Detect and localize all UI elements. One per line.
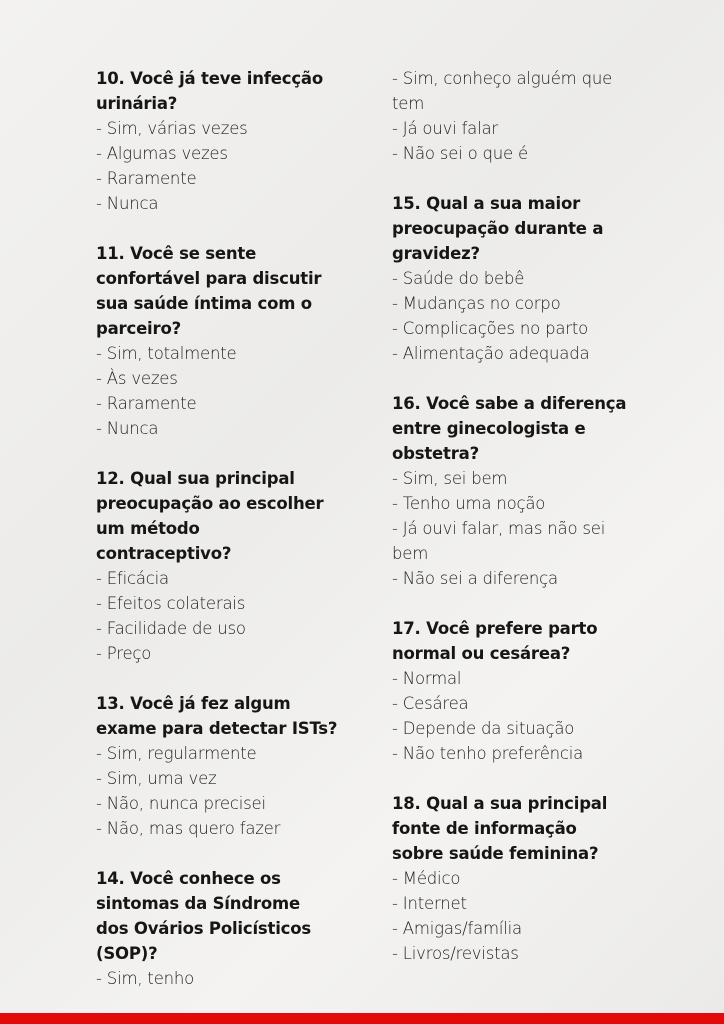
question-block	[96, 241, 376, 441]
answer-option: - Depende da situação	[392, 719, 575, 738]
answer-option: - Nunca	[96, 194, 159, 213]
question-block	[96, 66, 376, 216]
question-block	[392, 66, 672, 166]
answer-option: - Sim, totalmente	[96, 344, 237, 363]
answer-option: - Normal	[392, 669, 462, 688]
answer-option: - Não, mas quero fazer	[96, 819, 281, 838]
question-block	[392, 616, 672, 766]
question-title: parceiro?	[96, 319, 181, 338]
answer-option: - Sim, regularmente	[96, 744, 257, 763]
spacer	[392, 166, 672, 191]
spacer	[96, 666, 376, 691]
question-title: 17. Você prefere parto	[392, 619, 598, 638]
answer-option: - Algumas vezes	[96, 144, 228, 163]
answer-option: - Já ouvi falar	[392, 119, 498, 138]
spacer	[392, 591, 672, 616]
question-title: (SOP)?	[96, 944, 158, 963]
question-title: obstetra?	[392, 444, 479, 463]
spacer	[96, 441, 376, 466]
question-title: 13. Você já fez algum	[96, 694, 291, 713]
answer-option: - Livros/revistas	[392, 944, 519, 963]
answer-option: - Nunca	[96, 419, 159, 438]
answer-option: - Internet	[392, 894, 467, 913]
question-title: 18. Qual a sua principal	[392, 794, 608, 813]
question-title: dos Ovários Policísticos	[96, 919, 312, 938]
question-block	[96, 466, 376, 666]
question-block	[392, 191, 672, 366]
answer-option: - Facilidade de uso	[96, 619, 246, 638]
answer-option: - Sim, tenho	[96, 969, 195, 988]
answer-option: - Já ouvi falar, mas não sei	[392, 519, 606, 538]
question-title: sobre saúde feminina?	[392, 844, 599, 863]
spacer	[96, 216, 376, 241]
answer-option: - Sim, sei bem	[392, 469, 508, 488]
question-block	[392, 391, 672, 591]
answer-option: - Tenho uma noção	[392, 494, 546, 513]
answer-option: - Não sei a diferença	[392, 569, 558, 588]
spacer	[392, 766, 672, 791]
question-title: 14. Você conhece os	[96, 869, 281, 888]
question-title: exame para detectar ISTs?	[96, 719, 338, 738]
answer-option: - Às vezes	[96, 369, 178, 388]
question-title: gravidez?	[392, 244, 480, 263]
spacer	[96, 841, 376, 866]
answer-option: - Não sei o que é	[392, 144, 528, 163]
answer-option: - Cesárea	[392, 694, 469, 713]
question-title: normal ou cesárea?	[392, 644, 571, 663]
question-title: sua saúde íntima com o	[96, 294, 312, 313]
answer-option: - Não tenho preferência	[392, 744, 584, 763]
question-block	[96, 691, 376, 841]
question-title: preocupação ao escolher	[96, 494, 324, 513]
answer-option: bem	[392, 544, 429, 563]
question-title: sintomas da Síndrome	[96, 894, 300, 913]
question-title: 11. Você se sente	[96, 244, 257, 263]
question-title: 10. Você já teve infecção	[96, 69, 323, 88]
question-title: 16. Você sabe a diferença	[392, 394, 627, 413]
answer-option: - Raramente	[96, 394, 197, 413]
answer-option: - Alimentação adequada	[392, 344, 590, 363]
question-block	[392, 791, 672, 966]
answer-option: - Saúde do bebê	[392, 269, 525, 288]
answer-option: - Raramente	[96, 169, 197, 188]
question-title: confortável para discutir	[96, 269, 322, 288]
spacer	[392, 366, 672, 391]
answer-option: - Complicações no parto	[392, 319, 589, 338]
answer-option: - Sim, várias vezes	[96, 119, 248, 138]
answer-option: - Mudanças no corpo	[392, 294, 561, 313]
right-column	[392, 66, 672, 966]
question-block	[96, 866, 376, 991]
question-title: 15. Qual a sua maior	[392, 194, 581, 213]
question-title: entre ginecologista e	[392, 419, 586, 438]
answer-option: - Eficácia	[96, 569, 169, 588]
question-title: preocupação durante a	[392, 219, 604, 238]
left-column	[96, 66, 376, 991]
answer-option: - Sim, uma vez	[96, 769, 217, 788]
answer-option: - Efeitos colaterais	[96, 594, 246, 613]
question-title: fonte de informação	[392, 819, 577, 838]
question-title: 12. Qual sua principal	[96, 469, 295, 488]
question-title: contraceptivo?	[96, 544, 232, 563]
answer-option: - Não, nunca precisei	[96, 794, 266, 813]
answer-option: - Preço	[96, 644, 152, 663]
answer-option: - Amigas/família	[392, 919, 522, 938]
question-title: urinária?	[96, 94, 178, 113]
answer-option: - Sim, conheço alguém que	[392, 69, 613, 88]
answer-option: tem	[392, 94, 425, 113]
answer-option: - Médico	[392, 869, 461, 888]
question-title: um método	[96, 519, 200, 538]
footer-bar	[0, 1013, 724, 1024]
